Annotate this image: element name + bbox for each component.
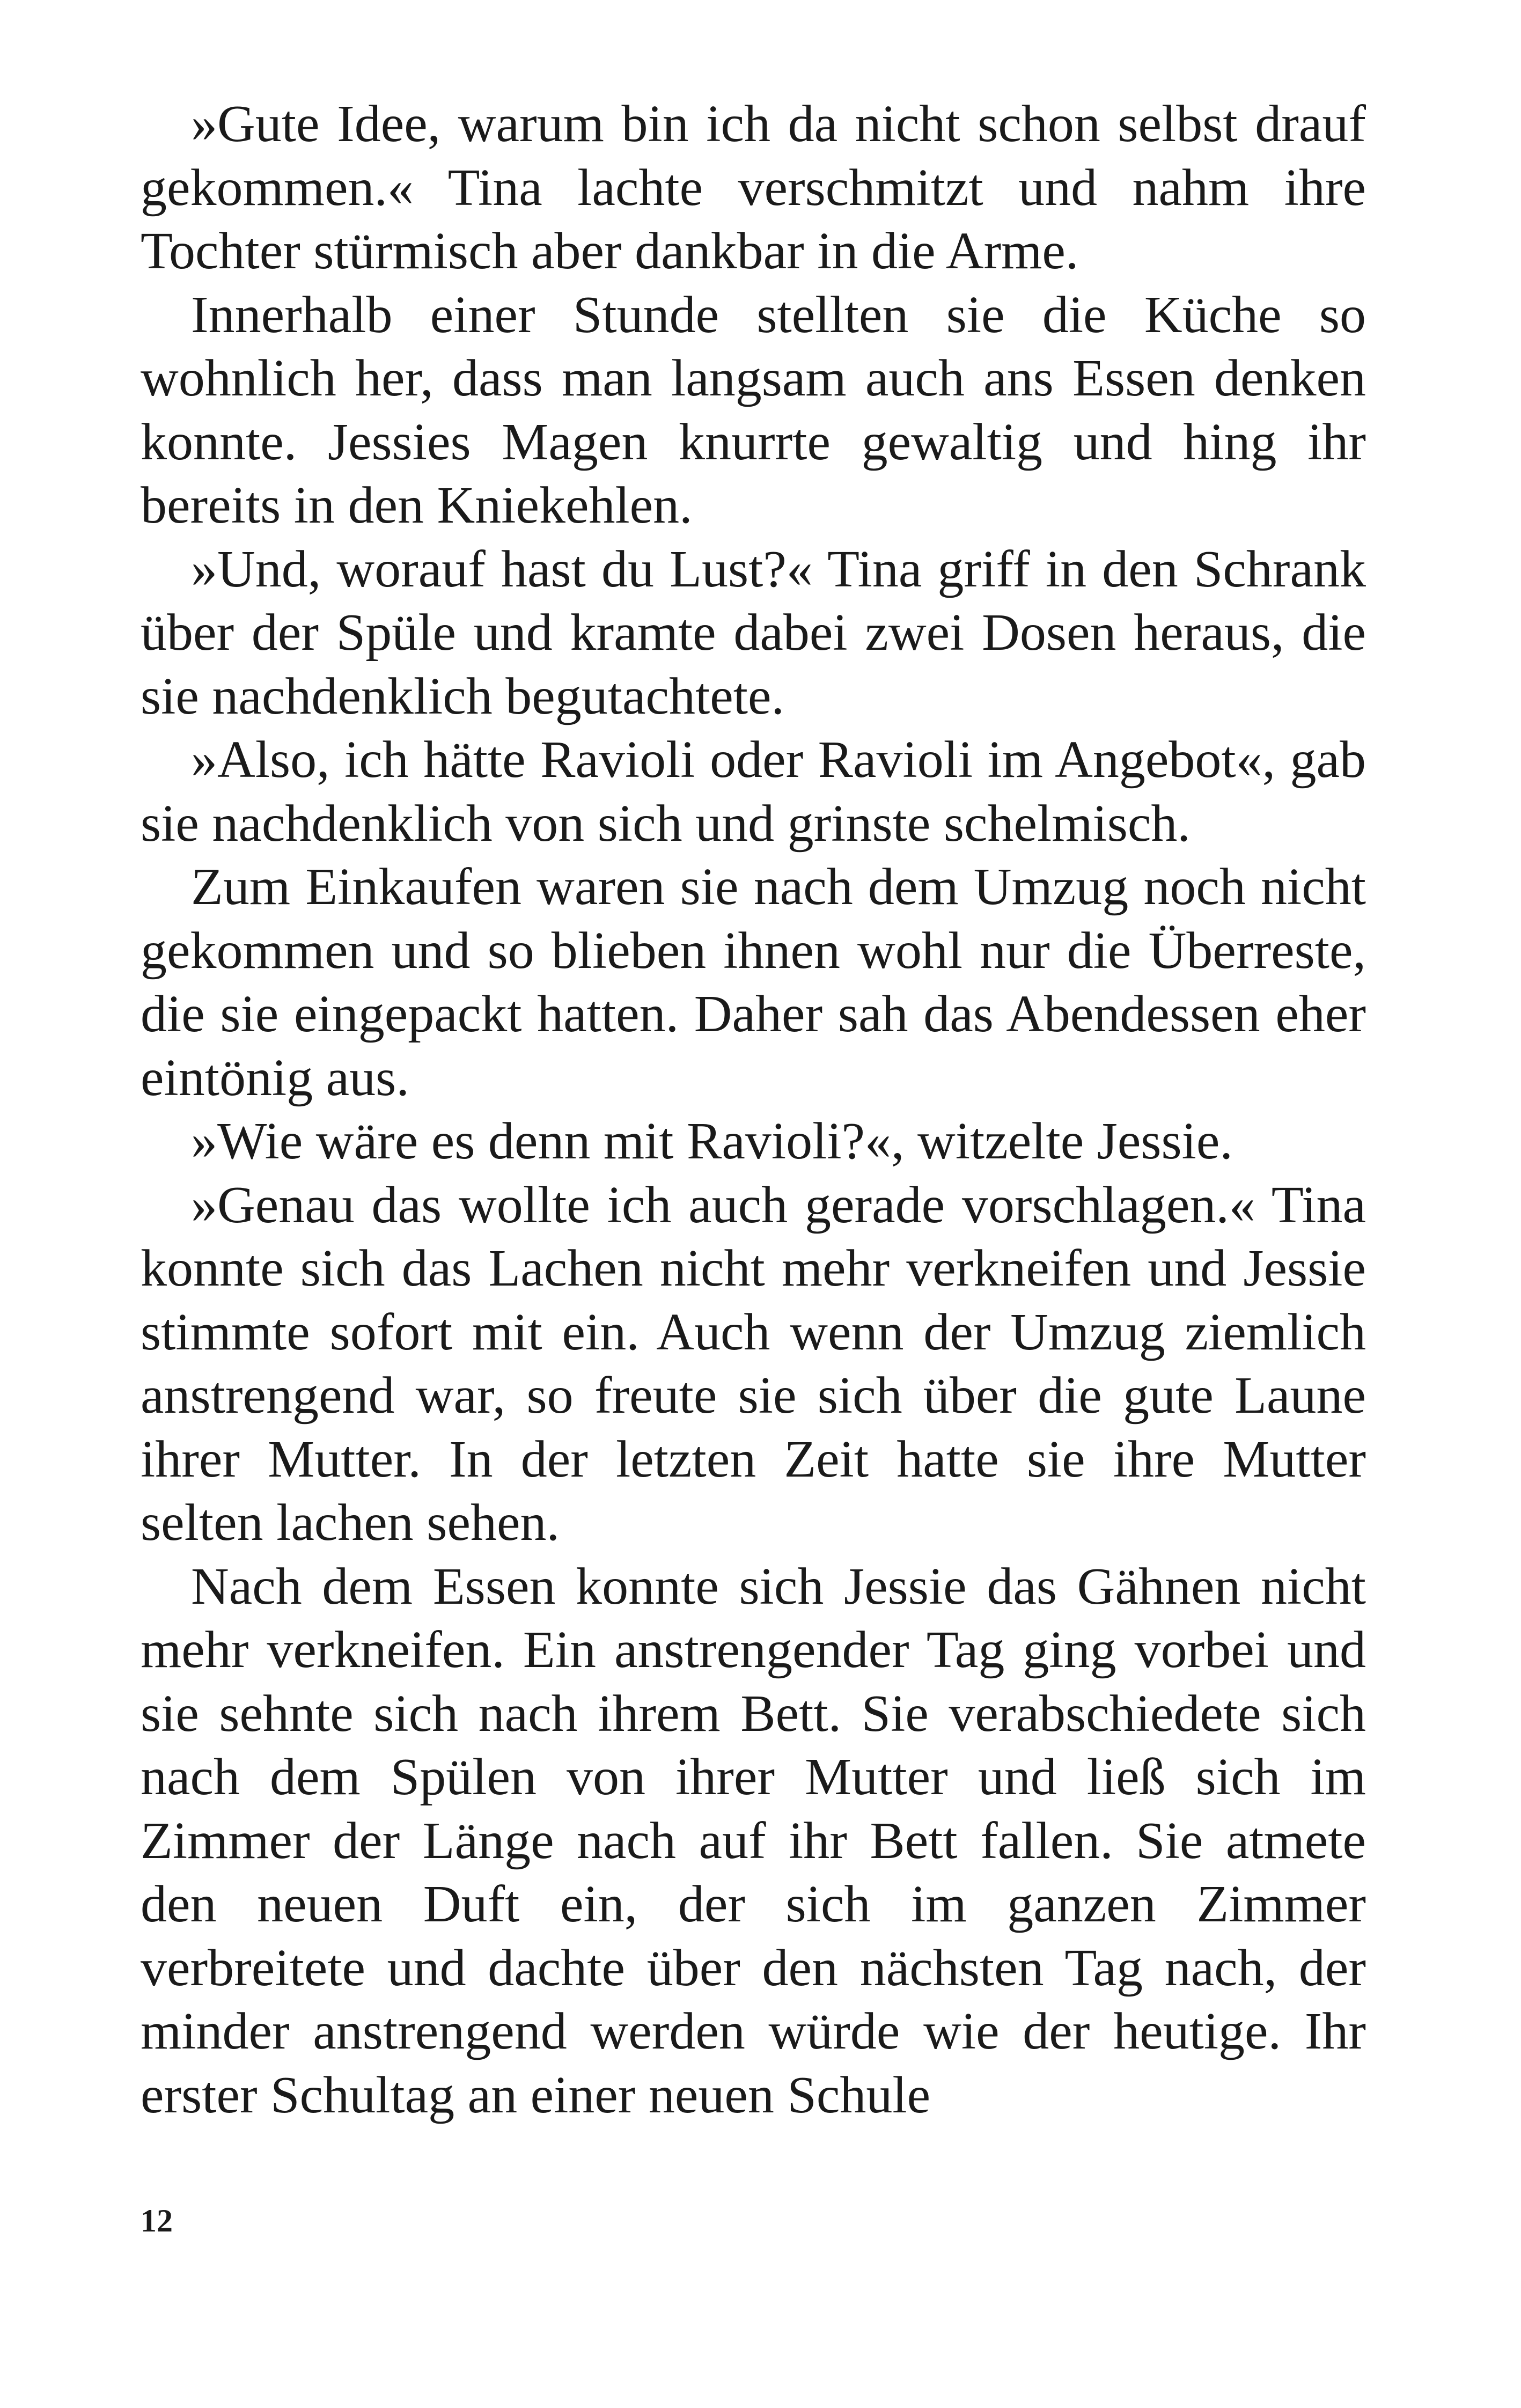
paragraph-1: »Gute Idee, warum bin ich da nicht schon selbst drauf gekommen.« Tina lachte verschmitzt und nahm ihre Tochter stürmisch aber dankbar in die Arme. (141, 95, 1366, 280)
paragraph-8: Nach dem Essen konnte sich Jessie das Gähnen nicht mehr verkneifen. Ein anstrengender Tag ging vorbei und sie sehnte sich nach ihrem Bett. Sie verabschiedete sich nach dem Spülen von ihrer Mutter und ließ sich im Zimmer der Länge nach auf ihr Bett fallen. Sie atmete den neuen Duft ein, der sich im ganzen Zimmer verbreitete und dachte über den nächsten Tag nach, der minder anstrengend werden würde wie der heutige. Ihr erster Schultag an einer neuen Schule (141, 1557, 1366, 2124)
paragraph-6: »Wie wäre es denn mit Ravioli?«, witzelte Jessie. (191, 1112, 1233, 1170)
paragraph-5: Zum Einkaufen waren sie nach dem Umzug noch nicht gekommen und so blieben ihnen wohl nur die Überreste, die sie eingepackt hatten. Daher sah das Abendessen eher eintönig aus. (141, 858, 1366, 1107)
paragraph-4: »Also, ich hätte Ravioli oder Ravioli im Angebot«, gab sie nachdenklich von sich und grinste schelmisch. (141, 731, 1366, 853)
body-text (141, 92, 1366, 2127)
paragraph-2: Innerhalb einer Stunde stellten sie die Küche so wohnlich her, dass man langsam auch ans Essen denken konnte. Jessies Magen knurrte gewaltig und hing ihr bereits in den Kniekehlen. (141, 285, 1366, 534)
page-number: 12 (141, 2203, 173, 2238)
paragraph-7: »Genau das wollte ich auch gerade vorschlagen.« Tina konnte sich das Lachen nicht mehr verkneifen und Jessie stimmte sofort mit ein. Auch wenn der Umzug ziemlich anstrengend war, so freute sie sich über die gute Laune ihrer Mutter. In der letzten Zeit hatte sie ihre Mutter selten lachen sehen. (141, 1176, 1366, 1552)
paragraph-3: »Und, worauf hast du Lust?« Tina griff in den Schrank über der Spüle und kramte dabei zwei Dosen heraus, die sie nachdenklich begutachtete. (141, 540, 1366, 725)
